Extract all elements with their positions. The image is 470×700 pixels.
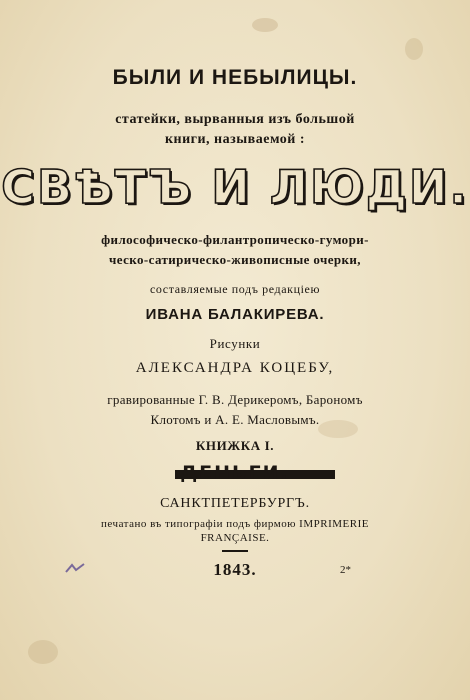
- description-line: ческо-сатирическо-живописные очерки,: [109, 252, 361, 267]
- editor-name: ИВАНА БАЛАКИРЕВА.: [145, 306, 325, 323]
- signature-mark: 2*: [340, 564, 351, 576]
- subtitle-line: статейки, вырванныя изъ большой: [115, 112, 355, 127]
- main-title: СВѢТЪ И ЛЮДИ.: [1, 160, 469, 214]
- edited-by-label: составляемые подъ редакцiею: [149, 282, 321, 296]
- paper-stain: [252, 18, 278, 32]
- page-title: БЫЛИ И НЕБЫЛИЦЫ.: [112, 66, 358, 89]
- engravers-line: гравированные Г. В. Дерикеромъ, Барономъ: [107, 392, 363, 407]
- artist-name: АЛЕКСАНДРА КОЦЕБУ,: [135, 360, 335, 376]
- paper-stain: [28, 640, 58, 664]
- illustrations-label: Рисунки: [209, 336, 261, 351]
- engravers-line: Клотомъ и А. Е. Масловымъ.: [150, 412, 320, 427]
- printer-line: FRANÇAISE.: [200, 532, 270, 544]
- divider: [222, 550, 248, 552]
- city: САНКТПЕТЕРБУРГЪ.: [160, 496, 310, 511]
- printer-line: печатано въ типографiи подъ фирмою IMPRIMERIE: [101, 518, 369, 530]
- book-theme: ДЕНЬГИ.: [180, 462, 290, 484]
- year: 1843.: [213, 560, 257, 579]
- paper-stain: [405, 38, 423, 60]
- subtitle-line: книги, называемой :: [164, 132, 306, 147]
- book-number: КНИЖКА I.: [195, 438, 275, 453]
- description-line: философическо-филантропическо-гумори-: [101, 232, 369, 247]
